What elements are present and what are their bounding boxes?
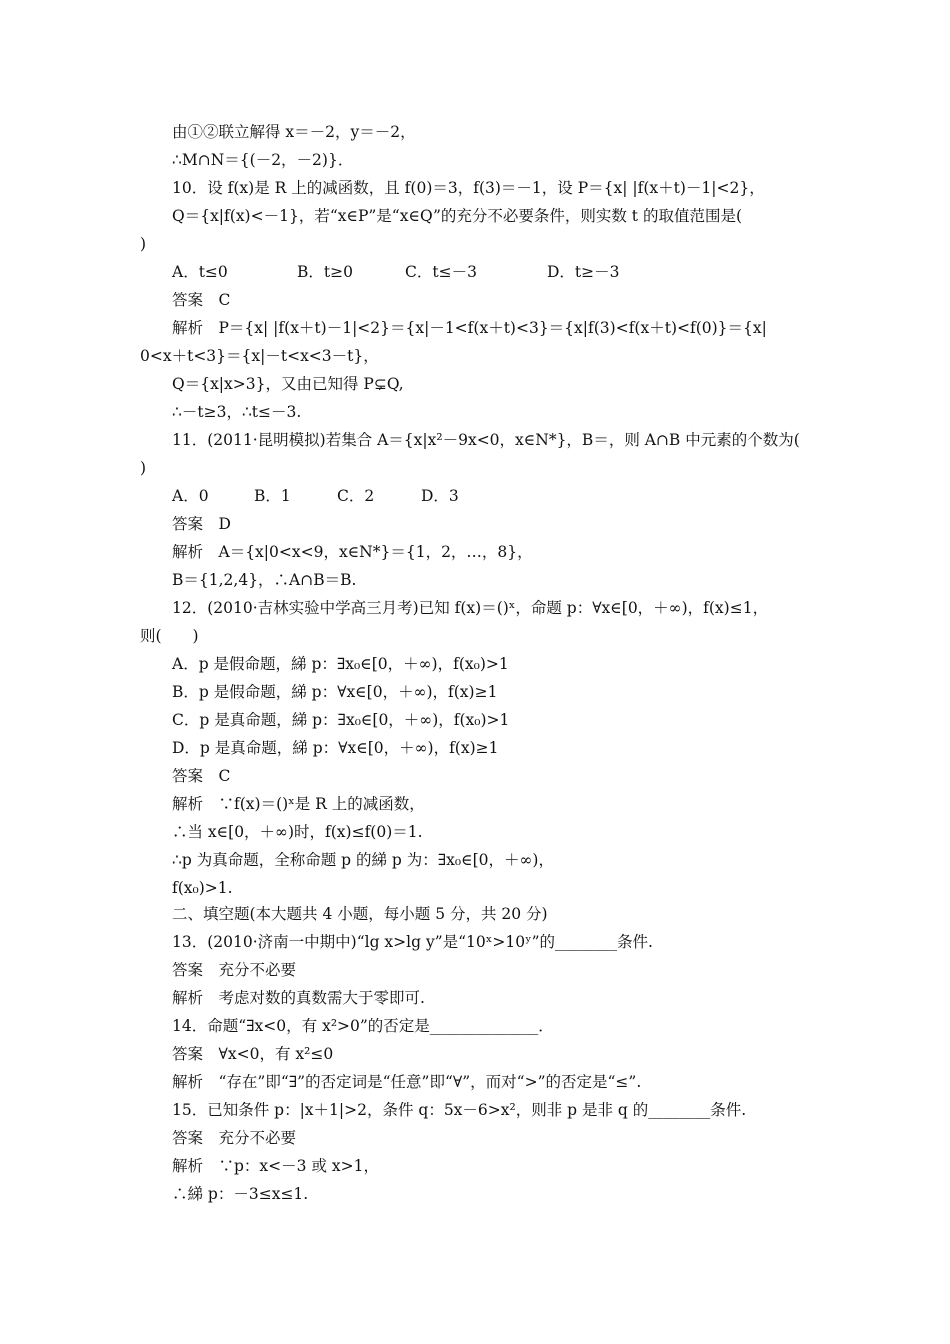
text-line: ) (140, 459, 147, 477)
analysis: 解析 考虑对数的真数需大于零即可. (172, 989, 425, 1007)
text-line: Q＝{x|x>3}，又由已知得 P⊊Q, (172, 375, 404, 393)
question-10: 10．设 f(x)是 R 上的减函数，且 f(0)＝3，f(3)＝－1，设 P＝{x| |f(x＋t)－1|<2}， (172, 179, 765, 197)
text-line: Q＝{x|f(x)<－1}，若“x∈P”是“x∈Q”的充分不必要条件，则实数 t 的取值范围是( (172, 207, 742, 225)
analysis: 解析 ∵p：x<－3 或 x>1， (172, 1157, 379, 1175)
text-line: ∴綈 p：－3≤x≤1. (172, 1185, 309, 1203)
choice-d: D．t≥－3 (547, 263, 620, 281)
choice-a: A．p 是假命题，綈 p：∃x₀∈[0，＋∞)，f(x₀)>1 (172, 655, 509, 673)
choice-a: A．t≤0 (172, 263, 228, 281)
question-13: 13．(2010·济南一中期中)“lg x>lg y”是“10ˣ>10ʸ”的________条件. (172, 933, 653, 951)
section-heading: 二、填空题(本大题共 4 小题，每小题 5 分，共 20 分) (172, 905, 548, 923)
choice-b: B．p 是假命题，綈 p：∀x∈[0，＋∞)，f(x)≥1 (172, 683, 498, 701)
choices-row (172, 486, 459, 506)
question-14: 14．命题“∃x<0，有 x²>0”的否定是______________． (172, 1017, 554, 1035)
answer: 答案 D (172, 515, 231, 533)
choice-c: C．2 (337, 487, 375, 505)
analysis: 解析 ∵f(x)＝()ˣ是 R 上的减函数， (172, 795, 425, 813)
text-line: ∴当 x∈[0，＋∞)时，f(x)≤f(0)＝1. (172, 823, 423, 841)
question-12: 12．(2010·吉林实验中学高三月考)已知 f(x)＝()ˣ，命题 p：∀x∈[0，＋∞)，f(x)≤1， (172, 599, 769, 617)
question-11: 11．(2011·昆明模拟)若集合 A＝{x|x²－9x<0，x∈N*}，B＝，则 A∩B 中元素的个数为( (172, 431, 800, 449)
choice-a: A．0 (172, 487, 209, 505)
text-line: ∴M∩N＝{(－2，－2)}． (172, 151, 354, 169)
text-line: ) (140, 235, 147, 253)
analysis: 解析 “存在”即“∃”的否定词是“任意”即“∀”，而对“>”的否定是“≤”. (172, 1073, 642, 1091)
analysis: 解析 P＝{x| |f(x＋t)－1|<2}＝{x|－1<f(x＋t)<3}＝{x|f(3)<f(x＋t)<f(0)}＝{x| (172, 319, 767, 337)
text-line: 由①②联立解得 x＝－2，y＝－2， (172, 123, 416, 141)
answer: 答案 ∀x<0，有 x²≤0 (172, 1045, 334, 1063)
text-line: f(x₀)>1. (172, 879, 233, 897)
choice-c: C．t≤－3 (405, 263, 477, 281)
text-line: 则( ) (140, 627, 199, 645)
analysis: 解析 A＝{x|0<x<9，x∈N*}＝{1，2，…，8}， (172, 543, 533, 561)
choice-d: D．3 (421, 487, 459, 505)
text-line: ∴－t≥3，∴t≤－3. (172, 403, 302, 421)
answer: 答案 C (172, 291, 231, 309)
choices-row (172, 262, 620, 282)
choice-c: C．p 是真命题，綈 p：∃x₀∈[0，＋∞)，f(x₀)>1 (172, 711, 510, 729)
text-line: B＝{1,2,4}，∴A∩B＝B. (172, 571, 357, 589)
text-line: ∴p 为真命题，全称命题 p 的綈 p 为：∃x₀∈[0，＋∞)， (172, 851, 554, 869)
choice-b: B．t≥0 (297, 263, 353, 281)
answer: 答案 充分不必要 (172, 1129, 297, 1147)
answer: 答案 充分不必要 (172, 961, 297, 979)
text-line: 0<x＋t<3}＝{x|－t<x<3－t}， (140, 347, 379, 365)
choice-b: B．1 (254, 487, 291, 505)
choice-d: D．p 是真命题，綈 p：∀x∈[0，＋∞)，f(x)≥1 (172, 739, 499, 757)
question-15: 15．已知条件 p：|x＋1|>2，条件 q：5x－6>x²，则非 p 是非 q 的________条件. (172, 1101, 747, 1119)
answer: 答案 C (172, 767, 231, 785)
